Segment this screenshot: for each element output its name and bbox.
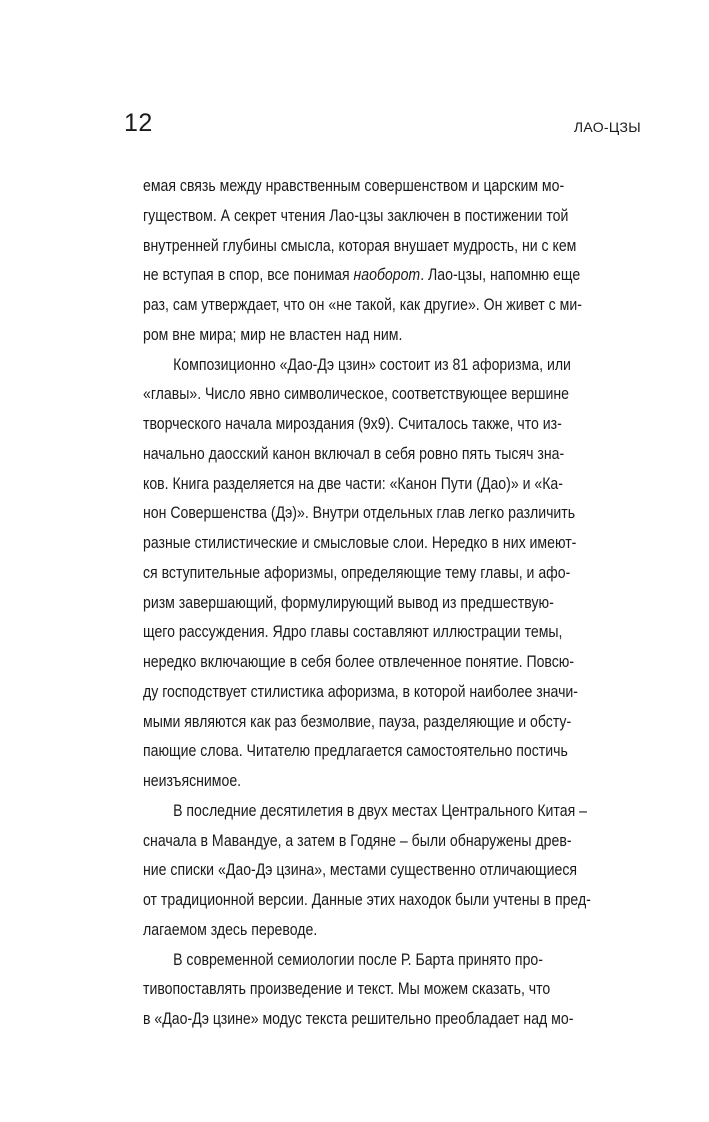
text-line: от традиционной версии. Данные этих находок были учтены в пред- bbox=[143, 891, 591, 909]
text-line: ся вступительные афоризмы, определяющие тему главы, и афо- bbox=[143, 563, 571, 582]
text-line: щего рассуждения. Ядро главы составляют иллюстрации темы, bbox=[143, 623, 563, 642]
text-line: ние списки «Дао-Дэ цзина», местами существенно отличающиеся bbox=[143, 861, 578, 880]
text-line: мыми являются как раз безмолвие, пауза, разделяющие и обсту- bbox=[143, 712, 572, 731]
text-line: нередко включающие в себя более отвлеченное понятие. Повсю- bbox=[143, 653, 575, 671]
text-line: пающие слова. Читателю предлагается самостоятельно постичь bbox=[143, 742, 568, 761]
text-segment: не вступая в спор, все понимая bbox=[143, 266, 354, 285]
page-number: 12 bbox=[124, 109, 153, 137]
text-line: разные стилистические и смысловые слои. Нередко в них имеют- bbox=[143, 534, 577, 552]
text-line: творческого начала мироздания (9х9). Считалось также, что из- bbox=[143, 415, 562, 433]
body-text bbox=[143, 172, 631, 1035]
text-line: ду господствует стилистика афоризма, в которой наиболее значи- bbox=[143, 682, 578, 701]
text-line: лагаемом здесь переводе. bbox=[143, 920, 318, 939]
text-line: гуществом. А секрет чтения Лао-цзы заключен в постижении той bbox=[143, 206, 569, 225]
text-line: тивопоставлять произведение и текст. Мы можем сказать, что bbox=[143, 980, 551, 999]
text-line: нон Совершенства (Дэ)». Внутри отдельных глав легко различить bbox=[143, 504, 576, 523]
text-line: В современной семиологии после Р. Барта принято про- bbox=[173, 950, 543, 969]
text-line: «главы». Число явно символическое, соответствующее вершине bbox=[143, 385, 569, 404]
text-line: Композиционно «Дао-Дэ цзин» состоит из 81 афоризма, или bbox=[173, 355, 571, 374]
text-line: внутренней глубины смысла, которая внушает мудрость, ни с кем bbox=[143, 236, 577, 255]
text-line: сначала в Мавандуе, а затем в Годяне – были обнаружены древ- bbox=[143, 831, 572, 850]
text-line: в «Дао-Дэ цзине» модус текста решительно преобладает над мо- bbox=[143, 1010, 574, 1028]
emphasis-word: наоборот bbox=[353, 266, 421, 285]
text-line: раз, сам утверждает, что он «не такой, как другие». Он живет с ми- bbox=[143, 296, 582, 314]
text-line: начально даосский канон включал в себя ровно пять тысяч зна- bbox=[143, 444, 565, 463]
text-line: ризм завершающий, формулирующий вывод из предшествую- bbox=[143, 593, 554, 612]
text-line: емая связь между нравственным совершенством и царским мо- bbox=[143, 177, 565, 195]
running-head: ЛАО-ЦЗЫ bbox=[573, 119, 641, 135]
text-line bbox=[143, 261, 581, 291]
text-line: ром вне мира; мир не властен над ним. bbox=[143, 325, 403, 344]
text-line: неизъяснимое. bbox=[143, 772, 242, 790]
text-line: ков. Книга разделяется на две части: «Канон Пути (Дао)» и «Ка- bbox=[143, 474, 563, 493]
text-line: В последние десятилетия в двух местах Центрального Китая – bbox=[173, 801, 587, 820]
text-segment: . Лао-цзы, напомню еще bbox=[420, 266, 581, 285]
